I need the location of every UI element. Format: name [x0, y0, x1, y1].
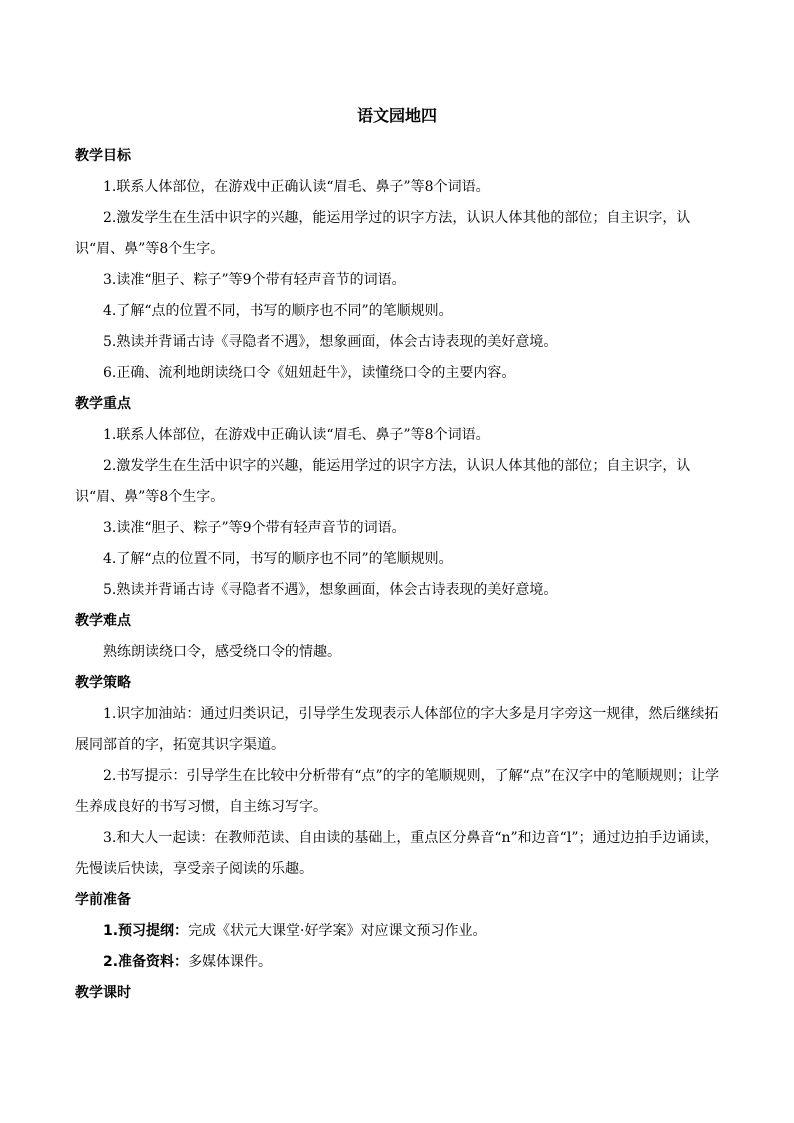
goal-item: 6.正确、流利地朗读绕口令《妞妞赶牛》，读懂绕口令的主要内容。 — [103, 365, 516, 381]
strategy-item: 1.识字加油站：通过归类识记，引导学生发现表示人体部位的字大多是月字旁这一规律，然后继续拓展同部首的字，拓宽其识字渠道。 — [75, 706, 719, 753]
key-point-item: 3.读准“胆子、粽子”等9个带有轻声音节的词语。 — [103, 520, 406, 536]
difficulty-item: 熟练朗读绕口令，感受绕口令的情趣。 — [103, 644, 341, 660]
preparation-item — [75, 916, 723, 947]
key-point-item: 4.了解“点的位置不同，书写的顺序也不同”的笔顺规则。 — [103, 551, 453, 567]
section-heading-preparation: 学前准备 — [75, 892, 131, 908]
section-heading-strategies: 教学策略 — [75, 675, 131, 691]
section-heading-difficulties: 教学难点 — [75, 613, 131, 629]
key-point-item: 1.联系人体部位，在游戏中正确认读“眉毛、鼻子”等8个词语。 — [103, 427, 490, 443]
preparation-item-label: 1.预习提纲： — [103, 923, 189, 939]
strategy-item: 2.书写提示：引导学生在比较中分析带有“点”的字的笔顺规则，了解“点”在汉字中的笔顺规则；让学生养成良好的书写习惯，自主练习写字。 — [75, 768, 719, 815]
goal-item: 4.了解“点的位置不同，书写的顺序也不同”的笔顺规则。 — [103, 303, 453, 319]
preparation-item-text: 多媒体课件。 — [188, 954, 273, 970]
document-body — [75, 141, 723, 1009]
preparation-item — [75, 947, 723, 978]
key-point-item: 2.激发学生在生活中识字的兴趣，能运用学过的识字方法，认识人体其他的部位；自主识字，认识“眉、鼻”等8个生字。 — [75, 458, 691, 505]
goal-item: 2.激发学生在生活中识字的兴趣，能运用学过的识字方法，认识人体其他的部位；自主识字，认识“眉、鼻”等8个生字。 — [75, 210, 691, 257]
preparation-item-label: 2.准备资料： — [103, 954, 189, 970]
section-heading-key-points: 教学重点 — [75, 396, 131, 412]
goal-item: 1.联系人体部位，在游戏中正确认读“眉毛、鼻子”等8个词语。 — [103, 179, 490, 195]
page-title: 语文园地四 — [356, 106, 437, 125]
goal-item: 5.熟读并背诵古诗《寻隐者不遇》，想象画面，体会古诗表现的美好意境。 — [103, 334, 558, 350]
section-heading-hours: 教学课时 — [75, 985, 131, 1001]
goal-item: 3.读准“胆子、粽子”等9个带有轻声音节的词语。 — [103, 272, 406, 288]
strategy-item: 3.和大人一起读：在教师范读、自由读的基础上，重点区分鼻音“n”和边音“l”；通过边拍手边诵读，先慢读后快读，享受亲子阅读的乐趣。 — [75, 830, 719, 877]
section-heading-goals: 教学目标 — [75, 148, 131, 164]
key-point-item: 5.熟读并背诵古诗《寻隐者不遇》，想象画面，体会古诗表现的美好意境。 — [103, 582, 558, 598]
preparation-item-text: 完成《状元大课堂·好学案》对应课文预习作业。 — [188, 923, 487, 939]
